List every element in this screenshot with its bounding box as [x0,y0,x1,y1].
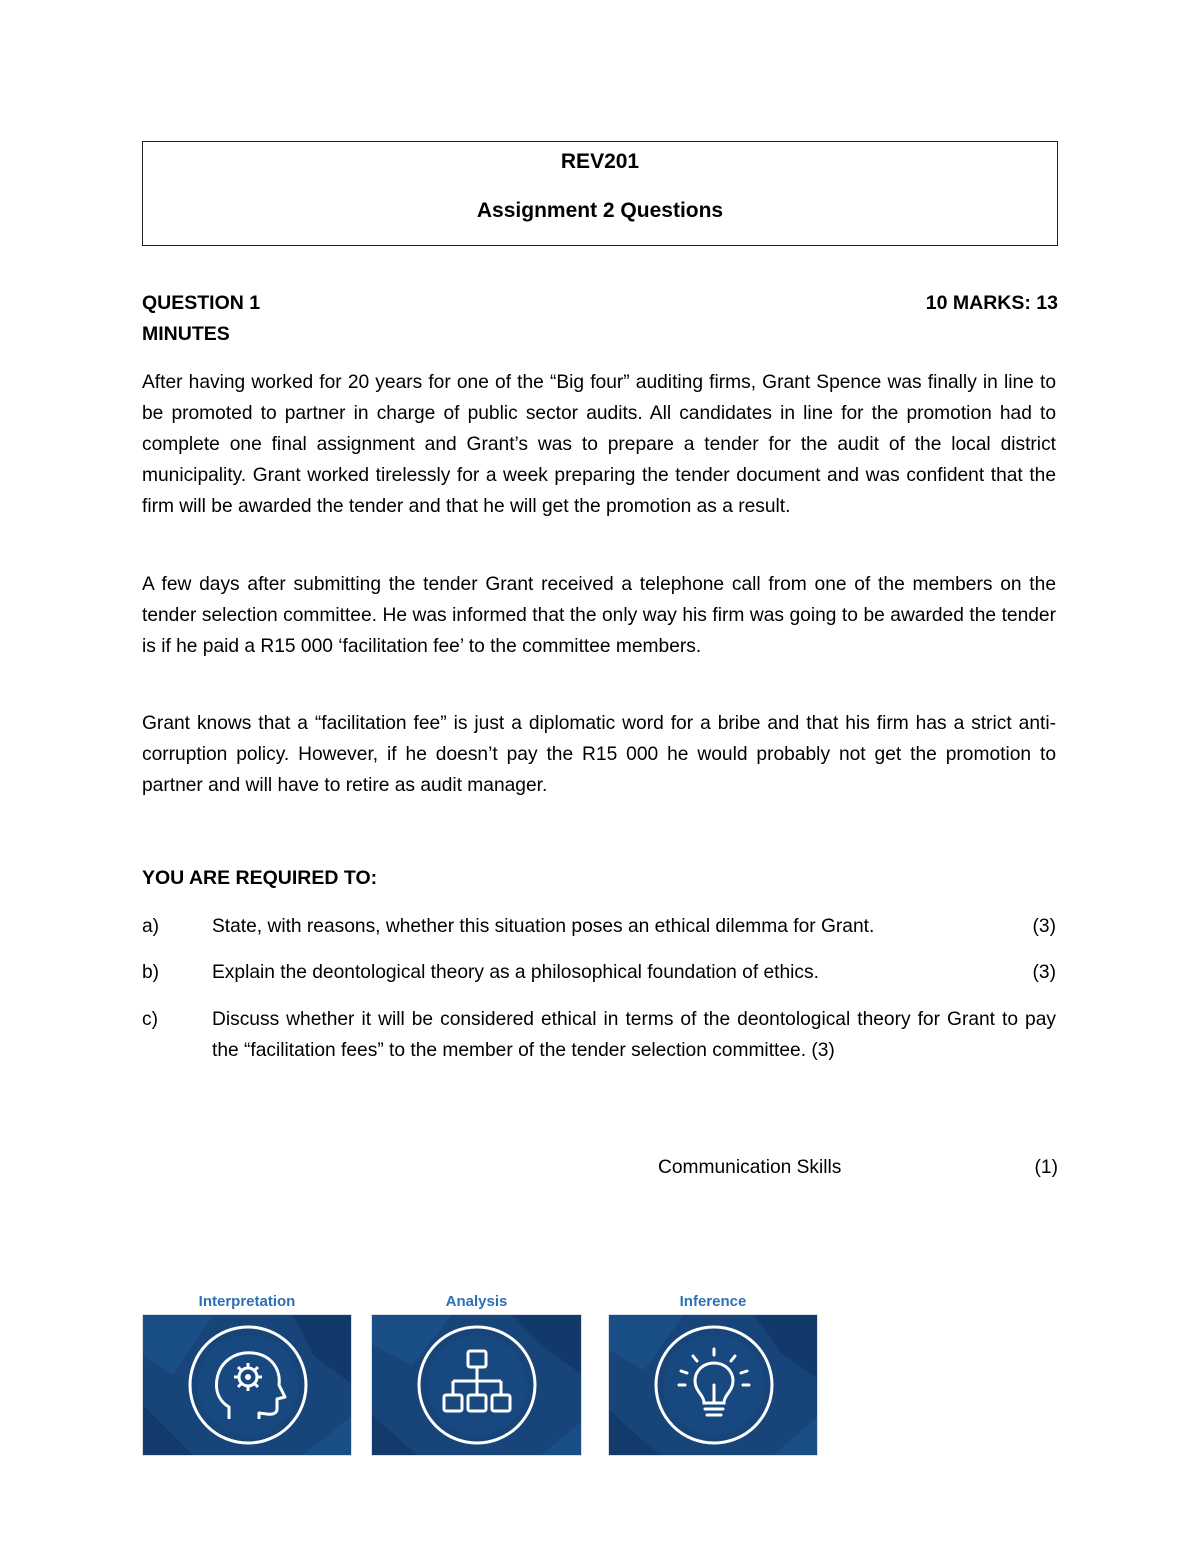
requirement-letter: c) [142,1009,158,1030]
skill-label: Inference [679,1293,747,1310]
question-title: QUESTION 1 [142,292,261,314]
requirement-letter: a) [142,916,160,937]
scenario-paragraph-2: A few days after submitting the tender Grant received a telephone call from one of the members on the tender selection committee. He was informed that the only way his firm was going to be awarded the tender is if he paid a R15 000 ‘facilitation fee’ to the committee members. [142,574,1056,657]
head-gear-icon [143,1315,352,1455]
requirement-marks: (3) [1032,916,1056,937]
scenario-paragraph-3: Grant knows that a “facilitation fee” is just a diplomatic word for a bribe and that his firm has a strict anti-corruption policy. However, if he doesn’t pay the R15 000 he would probably not get the promotion to partner and will have to retire as audit manager. [142,713,1056,796]
lightbulb-icon [609,1315,818,1455]
communication-skills-marks: (1) [1034,1157,1058,1178]
skill-tile [608,1314,818,1456]
skill-card-analysis [371,1290,582,1456]
requirement-letter: b) [142,962,160,983]
skill-tile [371,1314,582,1456]
skill-card-interpretation [142,1290,352,1456]
skill-label: Analysis [445,1293,508,1310]
skill-label: Interpretation [198,1293,296,1310]
course-code: REV201 [560,150,640,173]
question-minutes: MINUTES [142,323,230,345]
scenario-paragraph-1: After having worked for 20 years for one of the “Big four” auditing firms, Grant Spence was finally in line to be promoted to partner in charge of public sector audits. All candidates in line for the promotion had to complete one final assignment and Grant’s was to prepare a tender for the audit of the local district municipality. Grant worked tirelessly for a week preparing the tender document and was confident that the firm will be awarded the tender and that he will get the promotion as a result. [142,372,1056,517]
question-marks: 10 MARKS: 13 [925,292,1058,314]
assignment-title: Assignment 2 Questions [476,199,724,222]
header-box [142,141,1058,246]
skill-tile [142,1314,352,1456]
hierarchy-icon [372,1315,582,1455]
skill-card-inference [608,1290,818,1456]
communication-skills-label: Communication Skills [658,1157,842,1178]
requirement-text: State, with reasons, whether this situation poses an ethical dilemma for Grant. [212,916,875,937]
requirement-text: Explain the deontological theory as a philosophical foundation of ethics. [212,962,819,983]
requirements-heading: YOU ARE REQUIRED TO: [142,867,378,889]
requirement-marks: (3) [1032,962,1056,983]
requirement-text: Discuss whether it will be considered ethical in terms of the deontological theory for Grant to pay the “facilitation fees” to the member of the tender selection committee. (3) [212,1009,1056,1061]
